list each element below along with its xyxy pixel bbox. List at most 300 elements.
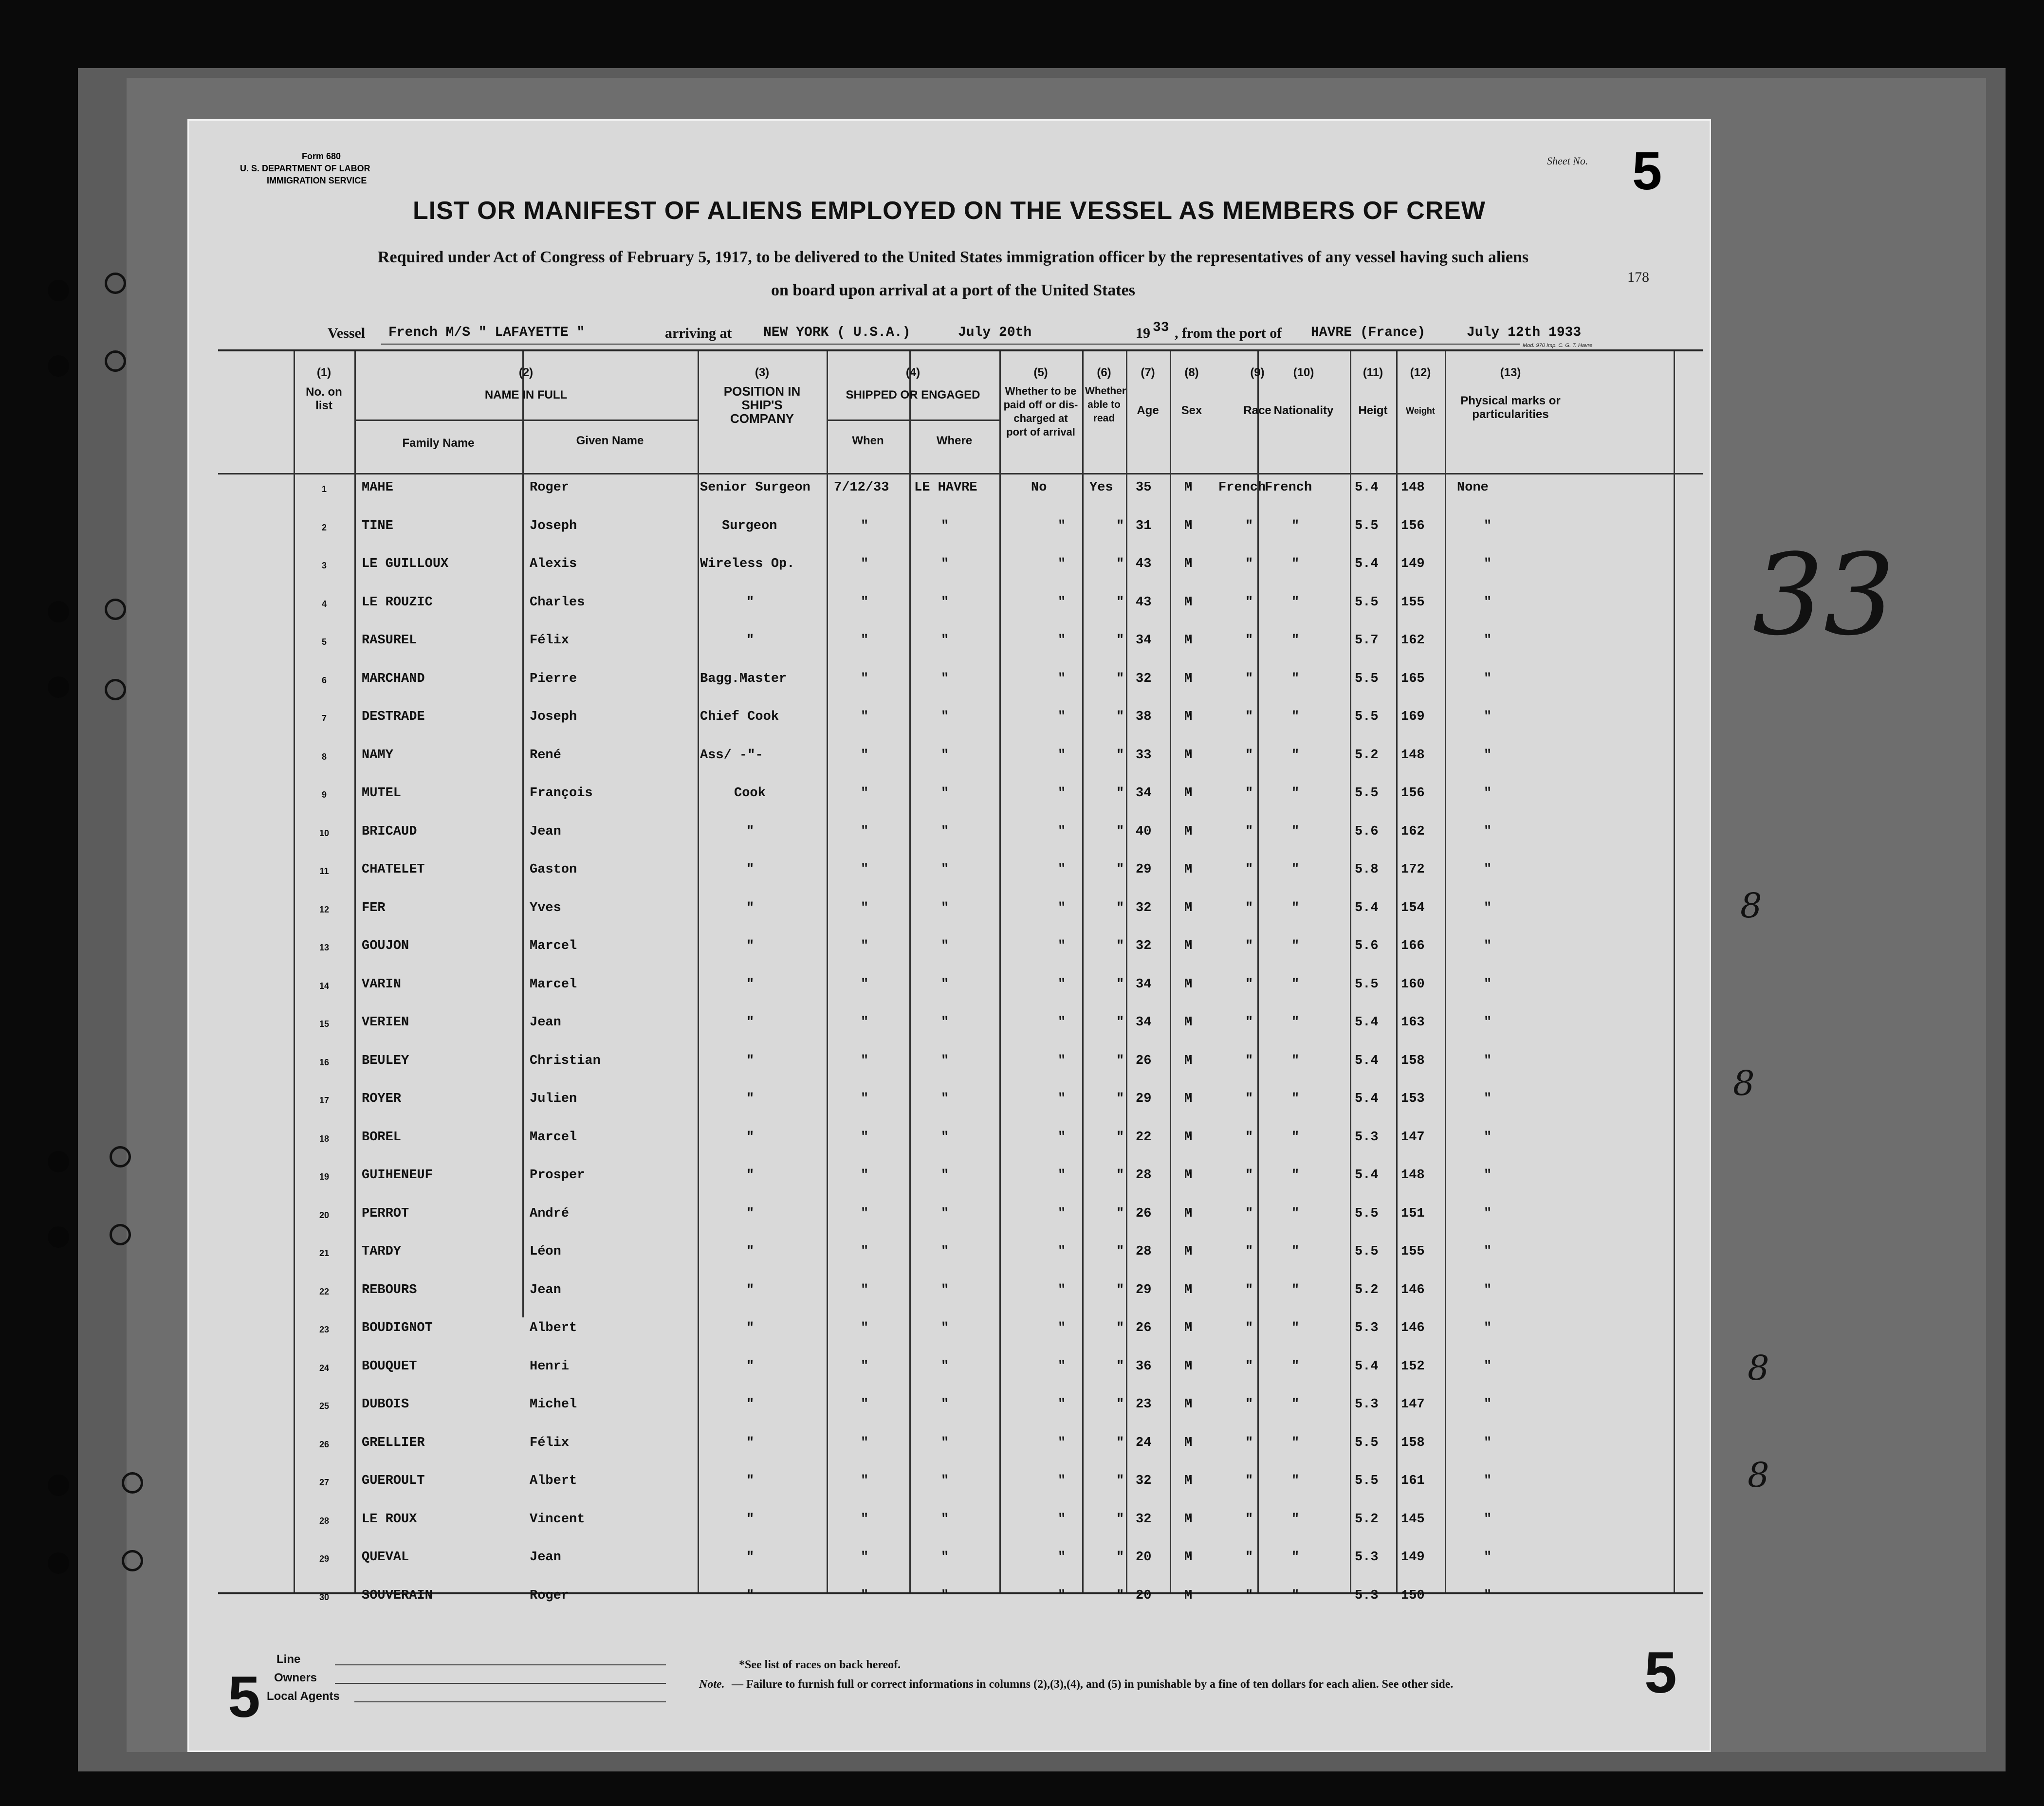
cell-row-number: 24 [319,1363,330,1373]
cell-family-name: CHATELET [362,862,425,877]
cell-row-number: 26 [319,1439,330,1449]
cell-position: " [746,1015,755,1030]
cell-shipped-where: " [941,977,949,992]
cell-shipped-when: " [861,862,869,877]
cell-weight: 152 [1401,1359,1425,1374]
cell-row-number: 28 [319,1515,330,1526]
cell-nationality: " [1291,1015,1300,1030]
cell-position: " [746,1435,755,1450]
cell-nationality: " [1291,557,1300,571]
col5-number: (5) [1033,366,1048,379]
cell-able-to-read: " [1116,939,1124,953]
table-row [218,1092,1703,1130]
cell-row-number: 15 [319,1019,330,1029]
cell-paid-off: " [1058,1244,1066,1259]
department: U. S. DEPARTMENT OF LABOR [240,164,370,173]
cell-position: Ass/ -"- [700,748,763,763]
cell-age: 32 [1136,1512,1152,1527]
cell-row-number: 14 [319,981,330,991]
cell-height: 5.2 [1355,1282,1379,1297]
see-list-note: *See list of races on back hereof. [739,1659,901,1671]
cell-height: 5.4 [1355,480,1379,495]
cell-weight: 163 [1401,1015,1425,1030]
cell-nationality: " [1291,977,1300,992]
cell-race: " [1245,1359,1253,1374]
cell-shipped-when: " [861,939,869,953]
cell-sex: M [1184,862,1193,877]
cell-nationality: " [1291,518,1300,533]
table-row [218,786,1703,824]
cell-weight: 156 [1401,786,1425,801]
cell-physical-marks: " [1484,518,1492,533]
cell-given-name: Félix [530,633,570,648]
cell-paid-off: " [1058,1015,1066,1030]
cell-nationality: " [1291,786,1300,801]
cell-weight: 162 [1401,824,1425,839]
col-header-when: When [852,434,884,447]
cell-sex: M [1184,1397,1193,1412]
cell-race: " [1245,518,1253,533]
cell-able-to-read: " [1116,1435,1124,1450]
cell-weight: 154 [1401,900,1425,915]
sheet-number: 5 [1632,141,1662,201]
cell-paid-off: " [1058,710,1066,724]
cell-shipped-where: " [941,595,949,610]
cell-race: " [1245,671,1253,686]
cell-able-to-read: " [1116,862,1124,877]
cell-row-number: 19 [319,1172,330,1182]
cell-race: " [1245,824,1253,839]
cell-row-number: 18 [319,1133,330,1144]
from-port: HAVRE (France) [1311,325,1426,340]
cell-height: 5.2 [1355,1512,1379,1527]
cell-shipped-where: " [941,1244,949,1259]
cell-able-to-read: " [1116,518,1124,533]
cell-shipped-when: " [861,595,869,610]
cell-family-name: TINE [362,518,393,533]
cell-weight: 169 [1401,710,1425,724]
table-row [218,1130,1703,1168]
cell-able-to-read: " [1116,900,1124,915]
cell-paid-off: " [1058,1359,1066,1374]
cell-paid-off: " [1058,1435,1066,1450]
cell-shipped-when: " [861,900,869,915]
table-row [218,1206,1703,1244]
cell-shipped-when: " [861,1588,869,1603]
cell-position: Chief Cook [700,710,779,724]
cell-given-name: Henri [530,1359,570,1374]
cell-given-name: Pierre [530,671,577,686]
col12-number: (12) [1410,366,1431,379]
cell-nationality: " [1291,900,1300,915]
cell-weight: 149 [1401,1550,1425,1565]
cell-paid-off: " [1058,671,1066,686]
cell-physical-marks: " [1484,633,1492,648]
cell-position: " [746,1206,755,1221]
cell-shipped-where: " [941,900,949,915]
cell-shipped-where: " [941,1435,949,1450]
cell-age: 33 [1136,748,1152,763]
cell-height: 5.5 [1355,671,1379,686]
cell-able-to-read: " [1116,1321,1124,1335]
cell-row-number: 29 [319,1554,330,1564]
cell-given-name: Félix [530,1435,570,1450]
cell-sex: M [1184,748,1193,763]
cell-physical-marks: " [1484,1435,1492,1450]
cell-physical-marks: " [1484,1092,1492,1106]
cell-family-name: VERIEN [362,1015,409,1030]
cell-race: " [1245,557,1253,571]
margin-tally-2: 8 [1733,1063,1755,1103]
cell-sex: M [1184,1206,1193,1221]
cell-family-name: QUEVAL [362,1550,409,1565]
cell-paid-off: " [1058,786,1066,801]
cell-nationality: " [1291,1588,1300,1603]
cell-given-name: Julien [530,1092,577,1106]
cell-weight: 151 [1401,1206,1425,1221]
cell-sex: M [1184,1282,1193,1297]
cell-shipped-when: " [861,1053,869,1068]
cell-position: " [746,1474,755,1488]
cell-able-to-read: " [1116,557,1124,571]
cell-nationality: " [1291,1092,1300,1106]
cell-family-name: RASUREL [362,633,417,648]
cell-shipped-where: " [941,1130,949,1145]
cell-family-name: PERROT [362,1206,409,1221]
cell-shipped-when: " [861,1474,869,1488]
cell-height: 5.5 [1355,786,1379,801]
cell-position: " [746,1512,755,1527]
cell-family-name: BOUDIGNOT [362,1321,433,1335]
cell-position: " [746,1168,755,1183]
cell-row-number: 9 [321,790,327,800]
cell-shipped-where: " [941,1168,949,1183]
cell-weight: 160 [1401,977,1425,992]
table-row [218,557,1703,595]
manifest-sheet [187,119,1711,1752]
table-row [218,710,1703,748]
cell-age: 32 [1136,671,1152,686]
cell-shipped-when: " [861,1168,869,1183]
cell-height: 5.4 [1355,1168,1379,1183]
cell-shipped-where: LE HAVRE [914,480,977,495]
col-header-height: Heigt [1358,404,1388,417]
cell-race: " [1245,1053,1253,1068]
cell-height: 5.8 [1355,862,1379,877]
cell-sex: M [1184,595,1193,610]
cell-physical-marks: " [1484,939,1492,953]
cell-weight: 158 [1401,1435,1425,1450]
cell-race: " [1245,1015,1253,1030]
cell-shipped-when: " [861,710,869,724]
cell-family-name: VARIN [362,977,402,992]
cell-age: 28 [1136,1168,1152,1183]
cell-height: 5.3 [1355,1130,1379,1145]
cell-able-to-read: " [1116,1053,1124,1068]
vessel-name: French M/S " LAFAYETTE " [388,325,585,340]
cell-paid-off: " [1058,1474,1066,1488]
col-header-age: Age [1137,404,1159,417]
cell-paid-off: " [1058,748,1066,763]
cell-family-name: TARDY [362,1244,402,1259]
cell-age: 26 [1136,1053,1152,1068]
vessel-label: Vessel [328,325,366,341]
cell-age: 34 [1136,1015,1152,1030]
cell-family-name: REBOURS [362,1282,417,1297]
cell-given-name: André [530,1206,570,1221]
cell-weight: 148 [1401,1168,1425,1183]
cell-position: " [746,1053,755,1068]
year-suffix: 33 [1153,320,1169,335]
cell-weight: 146 [1401,1282,1425,1297]
cell-nationality: " [1291,1244,1300,1259]
cell-nationality: " [1291,824,1300,839]
cell-physical-marks: " [1484,977,1492,992]
cell-age: 29 [1136,1092,1152,1106]
footer-sheet-number-left: 5 [228,1664,260,1730]
col-header-given-name: Given Name [576,434,644,447]
cell-family-name: GRELLIER [362,1435,425,1450]
owner-line-label: Line [276,1653,301,1666]
cell-sex: M [1184,671,1193,686]
cell-age: 34 [1136,786,1152,801]
cell-sex: M [1184,1321,1193,1335]
margin-tally-1: 8 [1740,886,1762,926]
cell-sex: M [1184,1435,1193,1450]
cell-nationality: " [1291,633,1300,648]
cell-shipped-when: " [861,748,869,763]
cell-height: 5.3 [1355,1588,1379,1603]
table-row [218,939,1703,977]
cell-shipped-where: " [941,862,949,877]
table-row [218,1283,1703,1321]
table-row [218,1588,1703,1626]
cell-nationality: " [1291,939,1300,953]
cell-age: 40 [1136,824,1152,839]
cell-shipped-where: " [941,671,949,686]
cell-family-name: LE ROUX [362,1512,417,1527]
cell-position: Surgeon [722,518,777,533]
cell-race: " [1245,1588,1253,1603]
cell-weight: 149 [1401,557,1425,571]
cell-weight: 161 [1401,1474,1425,1488]
cell-given-name: François [530,786,593,801]
cell-physical-marks: " [1484,862,1492,877]
cell-age: 34 [1136,977,1152,992]
col-header-able-to-read: Whether able to read [1085,385,1126,424]
cell-row-number: 1 [321,484,327,494]
cell-race: French [1218,480,1266,495]
cell-age: 29 [1136,1282,1152,1297]
cell-able-to-read: " [1116,1282,1124,1297]
cell-physical-marks: " [1484,1282,1492,1297]
cell-paid-off: " [1058,1512,1066,1527]
cell-position: " [746,977,755,992]
cell-given-name: Jean [530,1015,561,1030]
cell-physical-marks: " [1484,1397,1492,1412]
cell-height: 5.5 [1355,518,1379,533]
cell-row-number: 16 [319,1057,330,1067]
cell-height: 5.5 [1355,1435,1379,1450]
cell-shipped-where: " [941,1588,949,1603]
cell-shipped-where: " [941,1282,949,1297]
cell-height: 5.5 [1355,1474,1379,1488]
cell-height: 5.5 [1355,977,1379,992]
cell-given-name: Albert [530,1474,577,1488]
manifest-table [218,349,1703,1603]
cell-paid-off: No [1031,480,1047,495]
cell-physical-marks: " [1484,671,1492,686]
cell-shipped-where: " [941,710,949,724]
cell-race: " [1245,900,1253,915]
cell-age: 32 [1136,1474,1152,1488]
cell-nationality: " [1291,710,1300,724]
cell-family-name: MUTEL [362,786,402,801]
cell-race: " [1245,1474,1253,1488]
cell-able-to-read: " [1116,1130,1124,1145]
cell-physical-marks: " [1484,824,1492,839]
sheet-label: Sheet No. [1547,155,1588,167]
cell-position: " [746,595,755,610]
cell-sex: M [1184,557,1193,571]
cell-physical-marks: " [1484,1206,1492,1221]
cell-sex: M [1184,900,1193,915]
cell-shipped-when: " [861,1512,869,1527]
cell-row-number: 27 [319,1478,330,1487]
cell-paid-off: " [1058,1321,1066,1335]
cell-sex: M [1184,710,1193,724]
table-row [218,1397,1703,1435]
cell-physical-marks: " [1484,1359,1492,1374]
cell-able-to-read: " [1116,1474,1124,1488]
col-header-name-in-full: NAME IN FULL [484,388,568,401]
table-row [218,1474,1703,1512]
cell-family-name: ROYER [362,1092,402,1106]
col-header-physical-marks: Physical marks or particularities [1460,394,1561,421]
cell-height: 5.5 [1355,1244,1379,1259]
cell-paid-off: " [1058,1053,1066,1068]
cell-able-to-read: " [1116,1397,1124,1412]
cell-position: " [746,1588,755,1603]
margin-tally-3: 8 [1748,1348,1769,1388]
cell-height: 5.6 [1355,939,1379,953]
cell-sex: M [1184,1092,1193,1106]
col-header-family-name: Family Name [402,437,475,450]
cell-weight: 172 [1401,862,1425,877]
cell-shipped-where: " [941,786,949,801]
cell-shipped-where: " [941,1321,949,1335]
table-row [218,1168,1703,1206]
cell-sex: M [1184,1130,1193,1145]
cell-nationality: " [1291,1168,1300,1183]
cell-nationality: " [1291,1397,1300,1412]
cell-race: " [1245,862,1253,877]
cell-shipped-when: " [861,824,869,839]
cell-age: 43 [1136,557,1152,571]
cell-age: 28 [1136,1244,1152,1259]
cell-weight: 147 [1401,1397,1425,1412]
cell-row-number: 17 [319,1095,330,1105]
cell-given-name: Prosper [530,1168,585,1183]
cell-family-name: FER [362,900,386,915]
cell-height: 5.4 [1355,1053,1379,1068]
cell-nationality: " [1291,1474,1300,1488]
cell-shipped-when: " [861,557,869,571]
cell-position: " [746,1550,755,1565]
cell-weight: 153 [1401,1092,1425,1106]
col-header-no-on-list: No. on list [306,385,342,412]
arriving-port: NEW YORK ( U.S.A.) [763,325,911,340]
cell-shipped-where: " [941,1053,949,1068]
col-header-weight: Weight [1406,406,1435,416]
cell-row-number: 3 [321,561,327,570]
cell-height: 5.3 [1355,1321,1379,1335]
cell-shipped-when: 7/12/33 [834,480,889,495]
cell-age: 43 [1136,595,1152,610]
cell-age: 22 [1136,1130,1152,1145]
table-row [218,1054,1703,1092]
cell-sex: M [1184,1168,1193,1183]
table-row [218,824,1703,862]
cell-age: 26 [1136,1321,1152,1335]
cell-race: " [1245,1435,1253,1450]
cell-able-to-read: " [1116,633,1124,648]
cell-weight: 162 [1401,633,1425,648]
cell-shipped-when: " [861,1359,869,1374]
cell-row-number: 6 [321,675,327,685]
cell-nationality: " [1291,1206,1300,1221]
arriving-label: arriving at [665,325,732,341]
cell-position: Senior Surgeon [700,480,810,495]
cell-family-name: MAHE [362,480,393,495]
cell-position: " [746,1397,755,1412]
cell-weight: 165 [1401,671,1425,686]
cell-shipped-when: " [861,1435,869,1450]
cell-sex: M [1184,1474,1193,1488]
cell-paid-off: " [1058,557,1066,571]
cell-family-name: BOUQUET [362,1359,417,1374]
cell-nationality: " [1291,862,1300,877]
cell-shipped-when: " [861,1282,869,1297]
cell-given-name: Marcel [530,1130,577,1145]
cell-paid-off: " [1058,1282,1066,1297]
cell-given-name: Gaston [530,862,577,877]
col6-number: (6) [1097,366,1111,379]
cell-shipped-where: " [941,1550,949,1565]
cell-nationality: " [1291,1435,1300,1450]
mod-note: Mod. 970 Imp. C. G. T. Havre [1523,343,1593,348]
table-row [218,633,1703,671]
cell-given-name: Yves [530,900,561,915]
cell-shipped-when: " [861,633,869,648]
cell-able-to-read: " [1116,1015,1124,1030]
cell-shipped-where: " [941,748,949,763]
cell-position: Cook [734,786,766,801]
cell-given-name: Alexis [530,557,577,571]
cell-able-to-read: " [1116,1359,1124,1374]
cell-race: " [1245,1206,1253,1221]
table-row [218,977,1703,1015]
table-row [218,1244,1703,1282]
cell-sex: M [1184,1512,1193,1527]
cell-row-number: 5 [321,637,327,647]
cell-able-to-read: " [1116,786,1124,801]
cell-paid-off: " [1058,1130,1066,1145]
vessel-underline [381,344,1520,345]
cell-sex: M [1184,1588,1193,1603]
table-row [218,480,1703,518]
cell-given-name: Roger [530,1588,570,1603]
